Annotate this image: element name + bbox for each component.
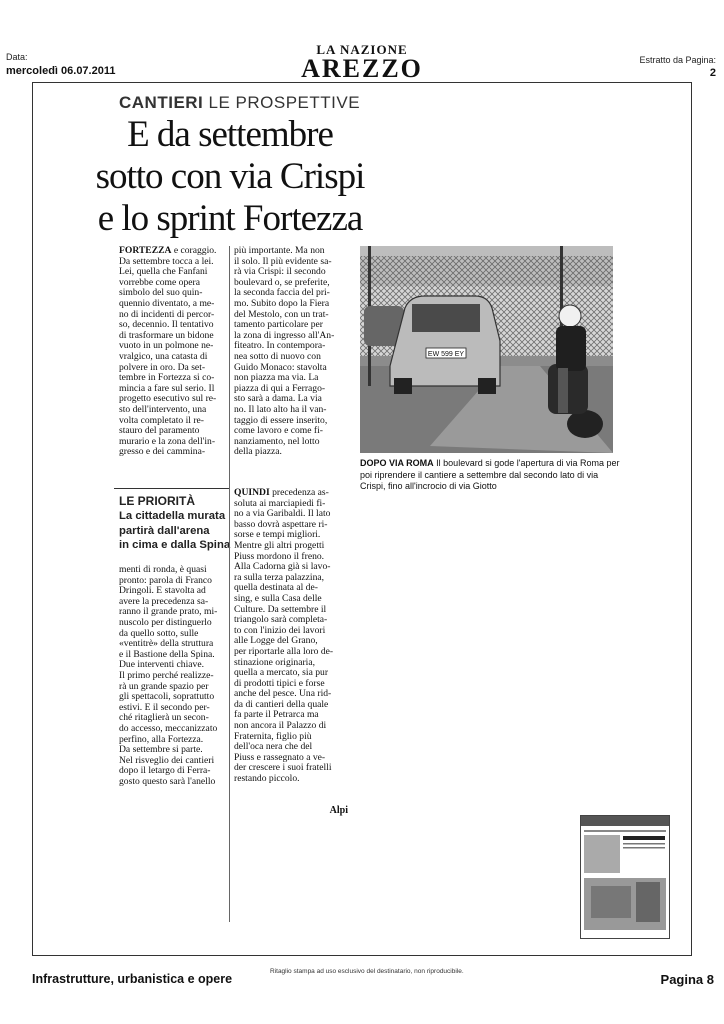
extract-label: Estratto da Pagina: [639, 55, 716, 65]
sub-box-rule [114, 488, 230, 489]
sub-body-line-1: La cittadella murata [119, 510, 226, 522]
sub-body-line-2: partirà dall'arena [119, 524, 210, 537]
masthead-top: LA NAZIONE [316, 42, 408, 57]
column-2-bottom [234, 488, 348, 800]
column-2-top: più importante. Ma non il solo. Il più evidente sa- rà via Crispi: il secondo boulevard o, se preferite, la seconda faccia del pri- mo. Subito dopo la Fiera del Mestolo, con un trat- tamento particolare per la zona di ingresso all'An- fiteatro. In contempora- nea sotto di nuovo con Guido Monaco: stavolta non piazza ma via. La piazza di qui a Ferrago- sto sarà a dama. La via no. Il lato alto ha il van- taggio di essere inserito, come lavoro e come fi- nanziamento, nel lotto della piazza. [234, 246, 335, 458]
sub-body [119, 509, 235, 553]
sub-body-line-3: in cima e dalla Spina [119, 539, 231, 551]
street-scene-illustration [360, 246, 613, 453]
column-1-lead: FORTEZZA [119, 246, 172, 256]
column-1-bottom: menti di ronda, è quasi pronto: parola di Franco Dringoli. E stavolta ad avere la precedenza sa- ranno il grande prato, mi- nuscolo per distinguerlo da quello sotto, sulle «ventitrè» della struttura e il Bastione della Spina. Due interventi chiave. Il primo perché realizze- rà un grande spazio per gli spettacoli, soprattutto estivi. E il secondo per- ché ritaglierà un secon- do accesso, meccanizzato perfino, alla Fortezza. Da settembre si parte. Nel risveglio dei cantieri dopo il letargo di Ferra- gosto questo sarà l'anello [119, 565, 218, 787]
headline-line-1: E da settembre [127, 114, 333, 155]
sub-heading: LE PRIORITÀ [119, 494, 196, 508]
signature: Alpi [329, 805, 348, 816]
photo-caption [360, 458, 620, 493]
footer-disclaimer: Ritaglio stampa ad uso esclusivo del destinatario, non riproducibile. [270, 968, 464, 975]
headline [80, 114, 380, 240]
article-photo [360, 246, 613, 453]
date-label: Data: [6, 52, 28, 62]
headline-line-3: e lo sprint Fortezza [97, 198, 363, 239]
masthead-city: AREZZO [301, 54, 423, 83]
page-thumbnail [580, 815, 670, 939]
license-plate-text: EW 599 EY [427, 351, 465, 358]
kicker-rest: LE PROSPETTIVE [208, 93, 361, 112]
footer-section: Infrastrutture, urbanistica e opere [32, 972, 233, 986]
thumbnail-illustration [581, 816, 669, 938]
column-1-top [119, 246, 225, 484]
column-2-lead: QUINDI [234, 488, 270, 498]
column-divider [229, 246, 230, 922]
column-2-text: precedenza as- soluta ai marciapiedi fi- no a via Garibaldi. Il lato basso dovrà aspettare ri- sorse e tempi migliori. Mentre gli altri progetti Piuss mordono il freno. Alla Cadorna già si lavo- ra sulla terza palazzina, quella destinata al de- sing, e sulla Casa delle Culture. Da settembre il triangolo sarà completa- to con l'inizio dei lavori alle Logge del Grano, per riportarle alla loro de- stinazione originaria, quella a mercato, sia pur di prodotti tipici e forse anche del pesce. Una rid- da di cantieri della quale fa parte il Petrarca ma non ancora il Palazzo di Fraternita, figlio più dell'oca nera che del Piuss e rassegnato a ve- der crescere i suoi fratelli restando piccolo. [234, 488, 334, 785]
photo-caption-bold: DOPO VIA ROMA [360, 458, 434, 468]
extract-page: 2 [709, 67, 716, 79]
kicker-bold: CANTIERI [119, 93, 204, 112]
photo-caption-text: Il boulevard si gode l'apertura di via Roma per poi riprendere il cantiere a settembre dal secondo lato di via Crispi, fino all'incrocio di via Giotto [360, 458, 620, 491]
footer-page: Pagina 8 [660, 972, 714, 987]
kicker [119, 93, 360, 113]
date-value: mercoledì 06.07.2011 [6, 65, 116, 77]
column-1-text: e coraggio. Da settembre tocca a lei. Lei, quella che Fanfani vorrebbe come opera simbolo del suo quin- quennio diventato, a me- no di incidenti di percor- so, decennio. Il tentativo di trasformare un bidone vuoto in un polmone ne- vralgico, una catasta di polvere in oro. Da set- tembre in Fortezza si co- mincia a fare sul serio. Il progetto esecutivo sul re- sto dell'intervento, una volta completato il re- stauro del paramento murario e la zona dell'in- gresso e dei cammina- [119, 246, 217, 458]
headline-line-2: sotto con via Crispi [95, 156, 365, 197]
